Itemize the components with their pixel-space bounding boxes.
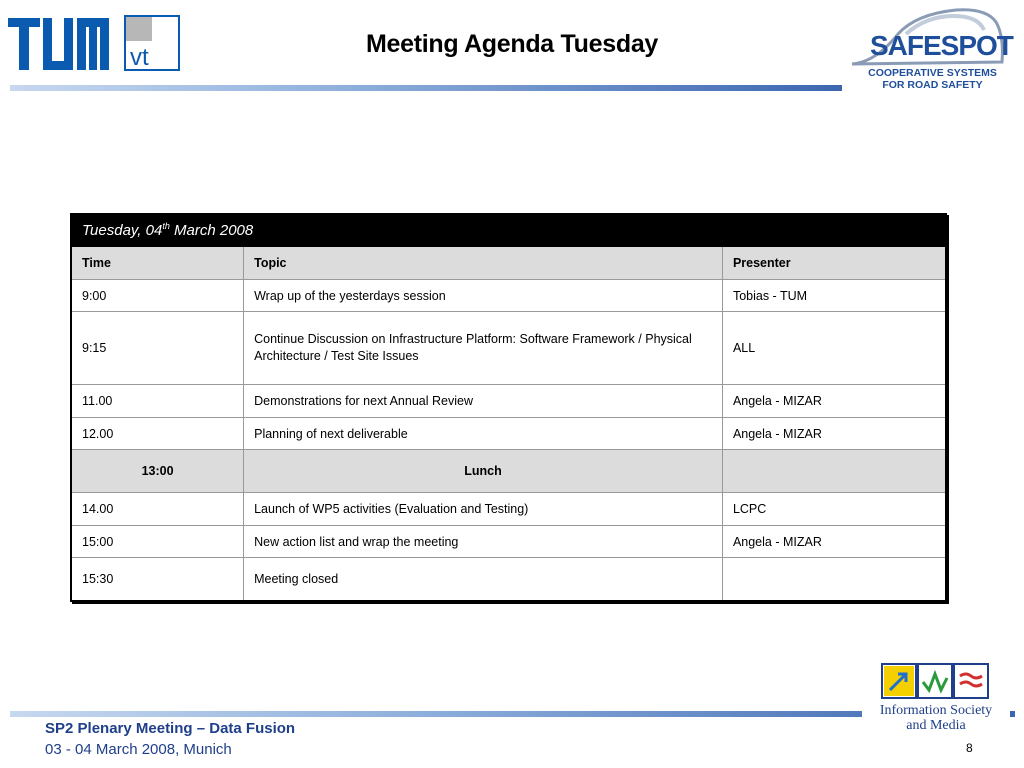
table-row [71, 418, 946, 450]
cell-presenter: ALL [722, 312, 946, 385]
safespot-tagline-line1: COOPERATIVE SYSTEMS [868, 67, 997, 79]
safespot-tagline-line2: FOR ROAD SAFETY [882, 79, 983, 91]
page-number: 8 [966, 741, 973, 755]
slide-title: Meeting Agenda Tuesday [365, 30, 659, 58]
cell-presenter: Tobias - TUM [722, 280, 946, 312]
cell-presenter: Angela - MIZAR [722, 526, 946, 558]
cell-topic: Continue Discussion on Infrastructure Platform: Software Framework / Physical Architecture / Test Site Issues [244, 312, 723, 385]
information-society-text [862, 703, 1010, 733]
cell-time: 14.00 [71, 493, 244, 526]
header-rule [10, 85, 842, 91]
table-row [71, 280, 946, 312]
cell-topic: Launch of WP5 activities (Evaluation and Testing) [244, 493, 723, 526]
table-row [71, 493, 946, 526]
svg-text:vt: vt [130, 44, 149, 71]
cell-topic: Meeting closed [244, 558, 723, 601]
column-header-time: Time [71, 247, 244, 280]
footer-date: 03 - 04 March 2008, Munich [45, 741, 232, 758]
cell-topic: New action list and wrap the meeting [244, 526, 723, 558]
cell-topic: Wrap up of the yesterdays session [244, 280, 723, 312]
table-row [71, 312, 946, 385]
footer-title: SP2 Plenary Meeting – Data Fusion [45, 720, 296, 737]
agenda-table [70, 213, 947, 602]
cell-presenter: Angela - MIZAR [722, 385, 946, 418]
lunch-row [71, 450, 946, 493]
safespot-wordmark: SAFESPOT [870, 30, 1013, 61]
cell-time: 12.00 [71, 418, 244, 450]
table-row [71, 385, 946, 418]
cell-topic: Planning of next deliverable [244, 418, 723, 450]
agenda-title: Tuesday, 04th March 2008 [71, 214, 946, 247]
cell-topic: Lunch [244, 450, 723, 493]
cell-presenter [722, 450, 946, 493]
column-header-topic: Topic [244, 247, 723, 280]
cell-presenter [722, 558, 946, 601]
column-header-presenter: Presenter [722, 247, 946, 280]
table-row [71, 526, 946, 558]
cell-presenter: Angela - MIZAR [722, 418, 946, 450]
cell-time: 11.00 [71, 385, 244, 418]
cell-topic: Demonstrations for next Annual Review [244, 385, 723, 418]
cell-time: 15:00 [71, 526, 244, 558]
cell-presenter: LCPC [722, 493, 946, 526]
cell-time: 9:00 [71, 280, 244, 312]
eu-text-line2: and Media [906, 718, 966, 733]
cell-time: 15:30 [71, 558, 244, 601]
cell-time: 13:00 [71, 450, 244, 493]
eu-text-line1: Information Society [879, 703, 993, 718]
safespot-tagline [850, 67, 1015, 91]
table-row [71, 558, 946, 601]
cell-time: 9:15 [71, 312, 244, 385]
agenda-header-row [71, 247, 946, 280]
